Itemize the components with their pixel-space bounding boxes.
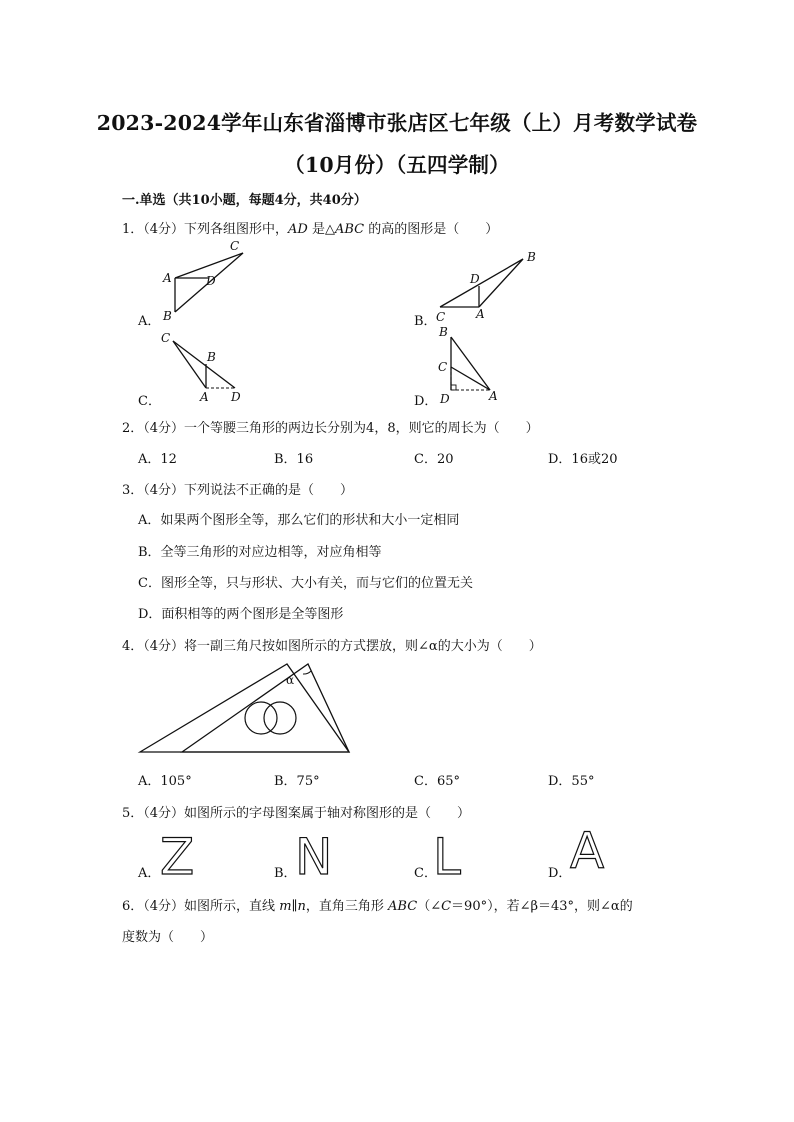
q6-c: C — [441, 899, 452, 914]
question-1-prefix: 1．（4分）下列各组图形中， — [122, 222, 289, 237]
question-6-line2: 度数为（ ） — [122, 930, 214, 945]
q5-letter-l-figure — [431, 826, 476, 881]
q4-option-c: C．65° — [414, 774, 460, 789]
q6-text-c: （∠ — [417, 899, 442, 914]
point-a-label: A — [200, 390, 209, 404]
question-6-line1 — [122, 895, 633, 914]
point-c-label: C — [230, 239, 240, 253]
question-5: 5．（4分）如图所示的字母图案属于轴对称图形的是（ ） — [122, 806, 471, 821]
question-4: 4．（4分）将一副三角尺按如图所示的方式摆放，则∠α的大小为（ ） — [122, 639, 542, 654]
q4-option-d: D．55° — [548, 774, 595, 789]
letter-l: L — [433, 828, 461, 881]
segment-cb-extended — [173, 341, 235, 388]
q2-option-b: B．16 — [274, 452, 314, 467]
point-a-label: A — [489, 389, 498, 403]
q6-parallel-symbol: ∥ — [291, 899, 298, 914]
point-c-label: C — [436, 310, 446, 324]
q3-option-d: D．面积相等的两个图形是全等图形 — [138, 607, 344, 622]
question-1-abc: ABC — [335, 222, 365, 237]
q1-option-c-figure — [155, 326, 255, 406]
point-c-label: C — [438, 360, 448, 374]
q4-triangle-rulers-figure — [135, 660, 360, 760]
q5-option-d-label: D． — [548, 866, 572, 881]
point-b-label: B — [207, 350, 216, 364]
exam-title-line2: （10月份）（五四学制） — [284, 153, 510, 177]
q5-option-b-label: B． — [274, 866, 297, 881]
q1-option-d-label: D． — [414, 394, 438, 409]
segment-ba — [479, 259, 523, 307]
q2-option-a: A．12 — [138, 452, 177, 467]
section-heading: 一.单选（共10小题，每题4分，共40分） — [122, 193, 367, 208]
point-b-label: B — [163, 309, 172, 323]
q6-text-b: ，直角三角形 — [305, 899, 389, 914]
q5-option-a-label: A． — [138, 866, 161, 881]
q6-abc: ABC — [388, 899, 418, 914]
letter-n: N — [295, 828, 333, 881]
question-1-suffix: 的高的图形是（ ） — [364, 222, 499, 237]
angle-alpha-arc — [303, 671, 311, 674]
point-b-label: B — [439, 325, 448, 339]
right-angle-mark — [451, 385, 456, 390]
point-a-label: A — [163, 271, 172, 285]
question-1 — [122, 218, 498, 237]
q6-line-m: m — [279, 899, 292, 914]
question-1-mid: 是△ — [307, 222, 335, 237]
point-d-label: D — [231, 390, 241, 404]
q5-letter-z-figure — [158, 826, 203, 881]
q5-option-c-label: C． — [414, 866, 437, 881]
q2-option-d: D．16或20 — [548, 452, 618, 467]
q1-option-c-label: C． — [138, 394, 161, 409]
point-a-label: A — [476, 307, 485, 321]
letter-a: A — [570, 822, 605, 875]
q6-line-n: n — [297, 899, 306, 914]
q6-text-d: ＝90°），若∠β＝43°，则∠α的 — [451, 899, 633, 914]
segment-ca — [451, 367, 490, 390]
letter-z: Z — [160, 828, 195, 881]
question-1-ad: AD — [288, 222, 308, 237]
q5-letter-a-figure — [568, 820, 613, 875]
q4-option-b: B．75° — [274, 774, 320, 789]
q4-option-a: A．105° — [138, 774, 192, 789]
q6-text-a: 6．（4分）如图所示，直线 — [122, 899, 280, 914]
q1-option-d-figure — [430, 322, 520, 407]
point-b-label: B — [527, 250, 536, 264]
question-3: 3．（4分）下列说法不正确的是（ ） — [122, 483, 354, 498]
q1-option-b-figure — [430, 246, 550, 326]
q1-option-b-label: B． — [414, 314, 437, 329]
q3-option-a: A．如果两个图形全等，那么它们的形状和大小一定相同 — [138, 513, 460, 528]
q2-option-c: C．20 — [414, 452, 454, 467]
q3-option-b: B．全等三角形的对应边相等，对应角相等 — [138, 545, 382, 560]
q3-option-c: C．图形全等，只与形状、大小有关，而与它们的位置无关 — [138, 576, 473, 591]
q5-letter-n-figure — [293, 826, 338, 881]
segment-cb — [440, 259, 523, 307]
point-d-label: D — [470, 272, 480, 286]
point-c-label: C — [161, 331, 171, 345]
segment-ba — [451, 337, 490, 390]
question-2: 2．（4分）一个等腰三角形的两边长分别为4，8，则它的周长为（ ） — [122, 421, 539, 436]
protractor-circle-left — [245, 702, 277, 734]
point-d-label: D — [440, 392, 450, 406]
exam-title-line1: 2023-2024学年山东省淄博市张店区七年级（上）月考数学试卷 — [96, 111, 698, 135]
segment-ca — [173, 341, 206, 388]
angle-alpha-label: α — [286, 673, 295, 687]
protractor-circle-right — [264, 702, 296, 734]
point-d-label: D — [206, 274, 216, 288]
q1-option-a-label: A． — [138, 314, 161, 329]
q1-option-a-figure — [150, 236, 260, 326]
